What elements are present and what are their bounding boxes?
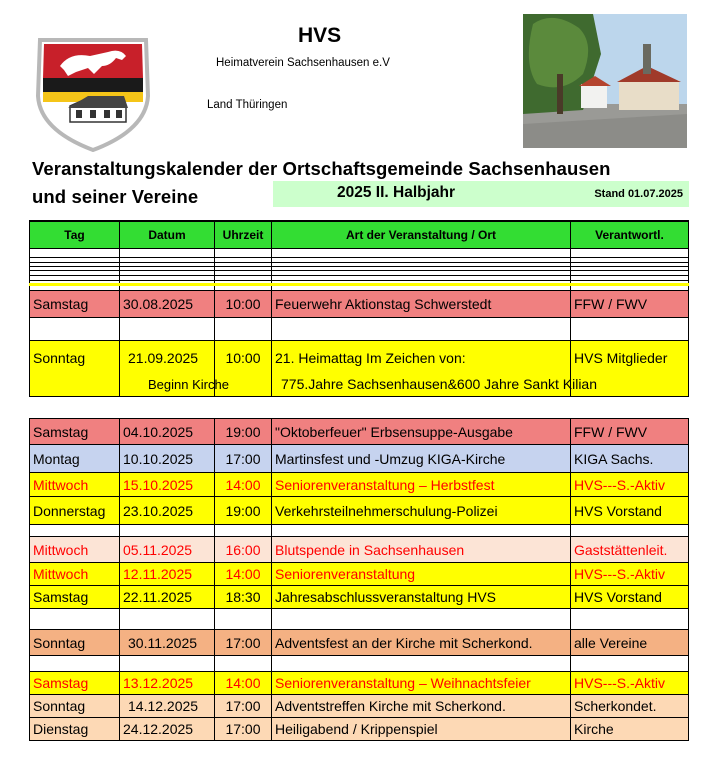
cell-datum: 04.10.2025 — [120, 418, 215, 445]
crest-logo — [30, 26, 156, 152]
cell-zeit: 14:00 — [215, 672, 272, 695]
cell-verantwortlich: KIGA Sachs. — [571, 445, 689, 473]
cell-zeit: 10:00 — [215, 341, 272, 397]
cell-verantwortlich: Gaststättenleit. — [571, 537, 689, 563]
cell-tag: Samstag — [29, 586, 120, 609]
cell-extra-right: 775.Jahre Sachsenhausen&600 Jahre Sankt Kilian — [281, 376, 597, 392]
cell-tag: Samstag — [29, 291, 120, 318]
organization-name: Heimatverein Sachsenhausen e.V — [216, 57, 390, 69]
cell-tag: Donnerstag — [29, 497, 120, 525]
calendar-title-line2: und seiner Vereine — [32, 186, 199, 207]
cell-verantwortlich: HVS---S.-Aktiv — [571, 473, 689, 497]
cell-tag: Sonntag — [29, 341, 120, 397]
cell-verantwortlich: HVS Vorstand — [571, 497, 689, 525]
cell-verantwortlich: HVS---S.-Aktiv — [571, 672, 689, 695]
period-banner — [273, 181, 689, 207]
cell-art: Jahresabschlussveranstaltung HVS — [272, 586, 571, 609]
table-row-spacer — [29, 525, 689, 537]
cell-zeit: 17:00 — [215, 630, 272, 656]
table-row — [29, 672, 689, 695]
cell-verantwortlich: alle Vereine — [571, 630, 689, 656]
cell-tag: Dienstag — [29, 718, 120, 741]
cell-zeit: 10:00 — [215, 291, 272, 318]
region-label: Land Thüringen — [207, 99, 288, 111]
cell-zeit: 18:30 — [215, 586, 272, 609]
table-header-row — [29, 220, 689, 249]
cell-tag: Sonntag — [29, 695, 120, 718]
cell-zeit: 14:00 — [215, 563, 272, 586]
col-header-tag: Tag — [29, 220, 120, 249]
cell-tag: Samstag — [29, 672, 120, 695]
table-row — [29, 473, 689, 497]
cell-art: Adventsfest an der Kirche mit Scherkond. — [272, 630, 571, 656]
cell-art: Seniorenveranstaltung — [272, 563, 571, 586]
cell-datum: 21.09.2025 — [120, 341, 215, 397]
page-title: HVS — [298, 24, 342, 47]
cell-extra-left: Beginn Kirche — [148, 377, 229, 392]
table-row — [29, 630, 689, 656]
cell-verantwortlich: HVS---S.-Aktiv — [571, 563, 689, 586]
cell-zeit: 17:00 — [215, 718, 272, 741]
cell-datum: 24.12.2025 — [120, 718, 215, 741]
cell-art: Verkehrsteilnehmerschulung-Polizei — [272, 497, 571, 525]
divider — [29, 275, 689, 276]
divider — [29, 270, 689, 271]
table-row-empty — [29, 318, 689, 341]
cell-datum: 30.11.2025 — [120, 630, 215, 656]
cell-tag: Samstag — [29, 418, 120, 445]
cell-verantwortlich: HVS Vorstand — [571, 586, 689, 609]
cell-datum: 14.12.2025 — [120, 695, 215, 718]
stand-date: Stand 01.07.2025 — [594, 188, 683, 200]
col-header-datum: Datum — [120, 220, 215, 249]
cell-zeit: 17:00 — [215, 695, 272, 718]
table-row-spacer — [29, 397, 689, 418]
cell-datum: 12.11.2025 — [120, 563, 215, 586]
cell-tag: Montag — [29, 445, 120, 473]
table-row — [29, 497, 689, 525]
table-row — [29, 291, 689, 318]
table-row — [29, 341, 689, 397]
cell-art: Seniorenveranstaltung – Herbstfest — [272, 473, 571, 497]
cell-verantwortlich: FFW / FWV — [571, 291, 689, 318]
divider — [29, 280, 689, 281]
cell-zeit: 14:00 — [215, 473, 272, 497]
village-photo — [523, 14, 687, 148]
calendar-title-line1: Veranstaltungskalender der Ortschaftsgemeinde Sachsenhausen — [32, 158, 611, 179]
cell-datum: 13.12.2025 — [120, 672, 215, 695]
cell-datum: 05.11.2025 — [120, 537, 215, 563]
cell-datum: 22.11.2025 — [120, 586, 215, 609]
cell-art: Heiligabend / Krippenspiel — [272, 718, 571, 741]
cell-datum: 30.08.2025 — [120, 291, 215, 318]
cell-datum: 10.10.2025 — [120, 445, 215, 473]
table-row — [29, 537, 689, 563]
cell-zeit: 19:00 — [215, 497, 272, 525]
cell-tag: Mittwoch — [29, 537, 120, 563]
cell-art: Seniorenveranstaltung – Weihnachtsfeier — [272, 672, 571, 695]
col-header-verantwortlich: Verantwortl. — [571, 220, 689, 249]
cell-verantwortlich: Kirche — [571, 718, 689, 741]
table-row — [29, 586, 689, 609]
cell-zeit: 19:00 — [215, 418, 272, 445]
cell-tag: Mittwoch — [29, 563, 120, 586]
table-row — [29, 445, 689, 473]
table-row — [29, 695, 689, 718]
table-row — [29, 563, 689, 586]
cell-art: Adventstreffen Kirche mit Scherkond. — [272, 695, 571, 718]
cell-verantwortlich: Scherkondet. — [571, 695, 689, 718]
cell-tag: Sonntag — [29, 630, 120, 656]
cell-art: Feuerwehr Aktionstag Schwerstedt — [272, 291, 571, 318]
cell-datum: 15.10.2025 — [120, 473, 215, 497]
cell-zeit: 16:00 — [215, 537, 272, 563]
period-label: 2025 II. Halbjahr — [337, 184, 456, 201]
cell-datum: 23.10.2025 — [120, 497, 215, 525]
divider — [29, 262, 689, 263]
cell-verantwortlich: FFW / FWV — [571, 418, 689, 445]
table-row — [29, 418, 689, 445]
col-header-uhrzeit: Uhrzeit — [215, 220, 272, 249]
cell-art: 21. Heimattag Im Zeichen von: — [272, 341, 571, 397]
cell-verantwortlich: HVS Mitglieder — [571, 341, 689, 397]
table-row-empty — [29, 609, 689, 630]
table-row-empty — [29, 656, 689, 672]
table-row — [29, 718, 689, 741]
cell-tag: Mittwoch — [29, 473, 120, 497]
cell-art: Blutspende in Sachsenhausen — [272, 537, 571, 563]
cell-art: "Oktoberfeuer" Erbsensuppe-Ausgabe — [272, 418, 571, 445]
divider — [29, 266, 689, 267]
col-header-art: Art der Veranstaltung / Ort — [272, 220, 571, 249]
cell-zeit: 17:00 — [215, 445, 272, 473]
divider — [29, 283, 689, 286]
divider — [29, 257, 689, 258]
cell-art: Martinsfest und -Umzug KIGA-Kirche — [272, 445, 571, 473]
